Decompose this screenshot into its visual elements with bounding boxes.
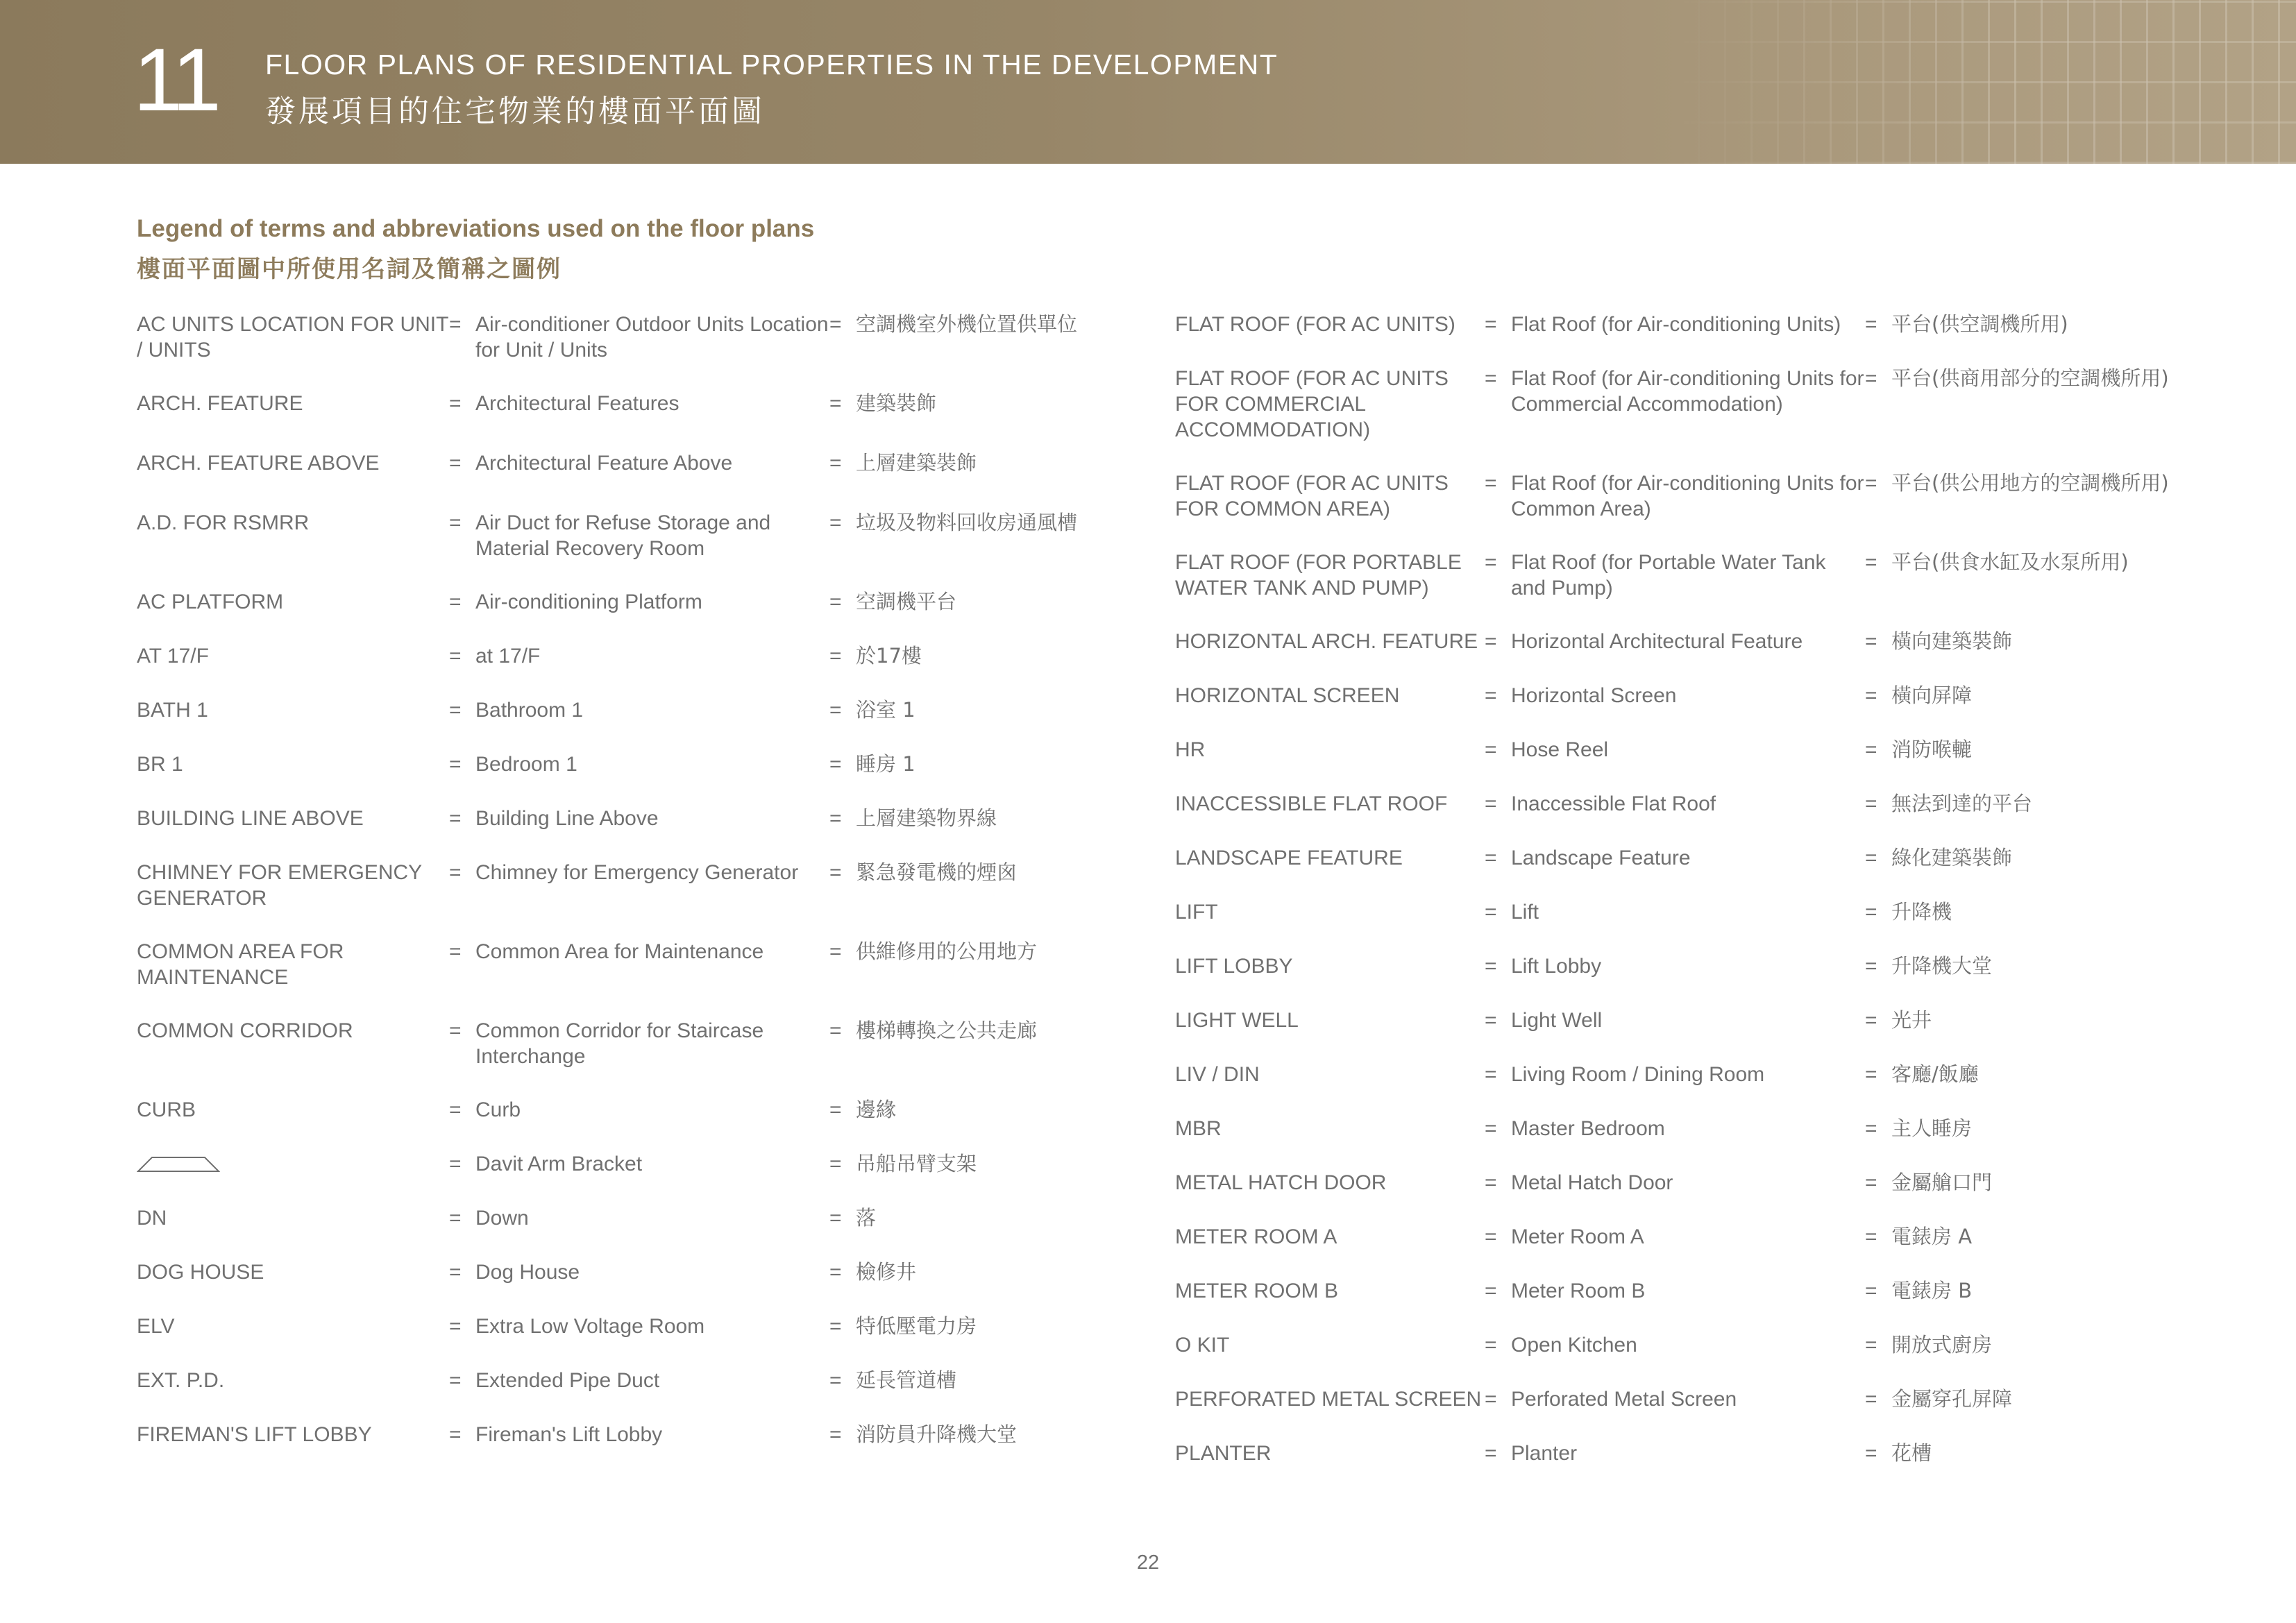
equals-sign: = bbox=[449, 392, 462, 415]
legend-row bbox=[137, 939, 1106, 990]
legend-meaning-zh: 睡房 1 bbox=[856, 752, 915, 776]
legend-term: METAL HATCH DOOR bbox=[1175, 1171, 1387, 1194]
legend-meaning-en: Meter Room B bbox=[1511, 1280, 1646, 1302]
equals-sign: = bbox=[449, 1098, 462, 1121]
legend-meaning-en: Planter bbox=[1511, 1442, 1578, 1465]
legend-term: ELV bbox=[137, 1315, 175, 1338]
davit-arm-bracket-icon bbox=[137, 1151, 449, 1177]
legend-row bbox=[1175, 791, 2183, 817]
legend-meaning-zh: 上層建築裝飾 bbox=[856, 451, 977, 475]
legend-meaning-en: Air-conditioner Outdoor Units Location for Unit / Units bbox=[475, 313, 829, 362]
legend-row bbox=[1175, 1116, 2183, 1141]
legend-meaning-zh: 落 bbox=[856, 1206, 877, 1230]
legend-meaning-en: Perforated Metal Screen bbox=[1511, 1388, 1737, 1411]
legend-row bbox=[1175, 1332, 2183, 1358]
equals-sign: = bbox=[1485, 738, 1497, 761]
equals-sign: = bbox=[449, 313, 462, 336]
equals-sign: = bbox=[1485, 1334, 1497, 1357]
legend-meaning-en: Dog House bbox=[475, 1261, 580, 1284]
legend-row bbox=[1175, 312, 2183, 337]
legend-meaning-en: Building Line Above bbox=[475, 807, 659, 830]
legend-row bbox=[1175, 1062, 2183, 1087]
legend-meaning-zh: 平台(供公用地方的空調機所用) bbox=[1891, 471, 2169, 495]
equals-sign: = bbox=[829, 452, 842, 475]
legend-meaning-en: Bathroom 1 bbox=[475, 699, 584, 722]
legend-row bbox=[137, 1259, 1106, 1285]
equals-sign: = bbox=[1485, 1225, 1497, 1248]
equals-sign: = bbox=[449, 807, 462, 830]
legend-term: BUILDING LINE ABOVE bbox=[137, 807, 364, 830]
legend-term: AC UNITS LOCATION FOR UNIT / UNITS bbox=[137, 313, 448, 362]
legend-meaning-en: Landscape Feature bbox=[1511, 847, 1691, 869]
legend-term: CHIMNEY FOR EMERGENCY GENERATOR bbox=[137, 861, 422, 910]
legend-row bbox=[1175, 1008, 2183, 1033]
legend-term: METER ROOM B bbox=[1175, 1280, 1339, 1302]
equals-sign: = bbox=[829, 753, 842, 776]
legend-row bbox=[1175, 1278, 2183, 1304]
legend-meaning-zh: 延長管道槽 bbox=[856, 1368, 957, 1392]
legend-meaning-zh: 樓梯轉換之公共走廊 bbox=[856, 1019, 1038, 1042]
equals-sign: = bbox=[829, 511, 842, 534]
equals-sign: = bbox=[449, 861, 462, 884]
equals-sign: = bbox=[1865, 1171, 1877, 1194]
legend-term: METER ROOM A bbox=[1175, 1225, 1337, 1248]
equals-sign: = bbox=[829, 861, 842, 884]
legend-meaning-zh: 空調機室外機位置供單位 bbox=[856, 312, 1078, 336]
legend-meaning-en: Air Duct for Refuse Storage and Material Recovery Room bbox=[475, 511, 771, 560]
equals-sign: = bbox=[449, 1423, 462, 1446]
legend-row bbox=[1175, 366, 2183, 443]
equals-sign: = bbox=[829, 1261, 842, 1284]
equals-sign: = bbox=[829, 1207, 842, 1230]
legend-meaning-zh: 特低壓電力房 bbox=[856, 1314, 977, 1338]
legend-meaning-zh: 客廳/飯廳 bbox=[1891, 1062, 1979, 1086]
legend-row bbox=[1175, 550, 2183, 601]
legend-meaning-zh: 開放式廚房 bbox=[1891, 1333, 1993, 1357]
legend-meaning-zh: 平台(供食水缸及水泵所用) bbox=[1891, 550, 2129, 574]
equals-sign: = bbox=[449, 1315, 462, 1338]
equals-sign: = bbox=[1485, 847, 1497, 869]
equals-sign: = bbox=[449, 753, 462, 776]
legend-term: ARCH. FEATURE ABOVE bbox=[137, 452, 380, 475]
equals-sign: = bbox=[1865, 630, 1877, 653]
legend-meaning-zh: 光井 bbox=[1891, 1008, 1932, 1032]
equals-sign: = bbox=[829, 590, 842, 613]
equals-sign: = bbox=[1865, 792, 1877, 815]
legend-row bbox=[137, 589, 1106, 615]
legend-term: HORIZONTAL ARCH. FEATURE bbox=[1175, 630, 1478, 653]
equals-sign: = bbox=[1865, 313, 1877, 336]
legend-meaning-zh: 於17樓 bbox=[856, 644, 922, 668]
legend-row bbox=[137, 312, 1106, 363]
legend-term: PLANTER bbox=[1175, 1442, 1272, 1465]
legend-meaning-en: Fireman's Lift Lobby bbox=[475, 1423, 663, 1446]
legend-row bbox=[137, 1018, 1106, 1069]
equals-sign: = bbox=[829, 1369, 842, 1392]
legend-term: EXT. P.D. bbox=[137, 1369, 225, 1392]
equals-sign: = bbox=[1485, 684, 1497, 707]
legend-row bbox=[1175, 1441, 2183, 1466]
legend-row bbox=[1175, 629, 2183, 654]
equals-sign: = bbox=[1865, 901, 1877, 924]
equals-sign: = bbox=[829, 645, 842, 668]
legend-row bbox=[137, 860, 1106, 911]
equals-sign: = bbox=[449, 1153, 462, 1175]
legend-meaning-zh: 升降機大堂 bbox=[1891, 954, 1993, 978]
equals-sign: = bbox=[1485, 551, 1497, 574]
legend-row bbox=[137, 1314, 1106, 1339]
legend-meaning-en: Metal Hatch Door bbox=[1511, 1171, 1673, 1194]
legend-row bbox=[1175, 737, 2183, 763]
legend-term: DN bbox=[137, 1207, 167, 1230]
equals-sign: = bbox=[1485, 1063, 1497, 1086]
legend-row bbox=[1175, 899, 2183, 925]
equals-sign: = bbox=[449, 452, 462, 475]
equals-sign: = bbox=[1865, 955, 1877, 978]
page-header-band bbox=[0, 0, 2296, 164]
legend-term: LANDSCAPE FEATURE bbox=[1175, 847, 1403, 869]
legend-meaning-zh: 主人睡房 bbox=[1891, 1116, 1973, 1140]
legend-meaning-en: Meter Room A bbox=[1511, 1225, 1644, 1248]
equals-sign: = bbox=[829, 1423, 842, 1446]
equals-sign: = bbox=[1485, 1117, 1497, 1140]
equals-sign: = bbox=[1485, 901, 1497, 924]
legend-meaning-en: Horizontal Screen bbox=[1511, 684, 1677, 707]
legend-meaning-en: Architectural Feature Above bbox=[475, 452, 733, 475]
legend-row bbox=[1175, 470, 2183, 522]
legend-term: LIV / DIN bbox=[1175, 1063, 1260, 1086]
legend-meaning-zh: 供維修用的公用地方 bbox=[856, 940, 1038, 963]
legend-term: MBR bbox=[1175, 1117, 1222, 1140]
legend-meaning-en: Davit Arm Bracket bbox=[475, 1153, 643, 1175]
legend-meaning-zh: 橫向建築裝飾 bbox=[1891, 629, 2013, 653]
equals-sign: = bbox=[1865, 1334, 1877, 1357]
legend-meaning-en: Flat Roof (for Air-conditioning Units for Commercial Accommodation) bbox=[1511, 367, 1864, 416]
legend-meaning-zh: 電錶房 B bbox=[1891, 1279, 1973, 1302]
legend-meaning-en: Extended Pipe Duct bbox=[475, 1369, 660, 1392]
legend-meaning-zh: 平台(供商用部分的空調機所用) bbox=[1891, 366, 2169, 390]
legend-term: A.D. FOR RSMRR bbox=[137, 511, 310, 534]
legend-row bbox=[137, 697, 1106, 723]
legend-term: PERFORATED METAL SCREEN bbox=[1175, 1388, 1482, 1411]
header-decorative-pattern bbox=[1671, 0, 2296, 164]
equals-sign: = bbox=[1485, 313, 1497, 336]
legend-meaning-en: Inaccessible Flat Roof bbox=[1511, 792, 1716, 815]
equals-sign: = bbox=[1865, 551, 1877, 574]
legend-term: FIREMAN'S LIFT LOBBY bbox=[137, 1423, 372, 1446]
legend-term: FLAT ROOF (FOR PORTABLE WATER TANK AND PUMP) bbox=[1175, 551, 1462, 600]
section-number: 11 bbox=[133, 31, 217, 130]
legend-meaning-zh: 消防員升降機大堂 bbox=[856, 1422, 1018, 1446]
legend-meaning-zh: 橫向屏障 bbox=[1891, 683, 1973, 707]
equals-sign: = bbox=[829, 1153, 842, 1175]
legend-meaning-zh: 邊緣 bbox=[856, 1098, 897, 1121]
equals-sign: = bbox=[829, 313, 842, 336]
equals-sign: = bbox=[449, 645, 462, 668]
legend-term: O KIT bbox=[1175, 1334, 1230, 1357]
equals-sign: = bbox=[1865, 1225, 1877, 1248]
legend-meaning-en: Horizontal Architectural Feature bbox=[1511, 630, 1803, 653]
equals-sign: = bbox=[1485, 472, 1497, 495]
equals-sign: = bbox=[1865, 738, 1877, 761]
legend-term: HR bbox=[1175, 738, 1206, 761]
legend-meaning-zh: 檢修井 bbox=[856, 1260, 917, 1284]
legend-row bbox=[137, 751, 1106, 777]
legend-row bbox=[1175, 953, 2183, 979]
legend-row bbox=[137, 1151, 1106, 1177]
legend-meaning-zh: 無法到達的平台 bbox=[1891, 792, 2033, 815]
equals-sign: = bbox=[1865, 1117, 1877, 1140]
legend-meaning-zh: 消防喉轆 bbox=[1891, 738, 1973, 761]
legend-row bbox=[1175, 1386, 2183, 1412]
legend-term: COMMON CORRIDOR bbox=[137, 1019, 353, 1042]
legend-term: LIFT LOBBY bbox=[1175, 955, 1293, 978]
equals-sign: = bbox=[1485, 367, 1497, 390]
legend-row bbox=[137, 806, 1106, 831]
legend-meaning-en: Chimney for Emergency Generator bbox=[475, 861, 799, 884]
legend-term: FLAT ROOF (FOR AC UNITS FOR COMMERCIAL ACCOMMODATION) bbox=[1175, 367, 1449, 441]
equals-sign: = bbox=[1485, 630, 1497, 653]
legend-row bbox=[137, 450, 1106, 476]
equals-sign: = bbox=[1485, 1171, 1497, 1194]
legend-meaning-zh: 浴室 1 bbox=[856, 698, 915, 722]
equals-sign: = bbox=[1485, 1442, 1497, 1465]
equals-sign: = bbox=[1865, 847, 1877, 869]
equals-sign: = bbox=[1865, 1442, 1877, 1465]
legend-term: BR 1 bbox=[137, 753, 183, 776]
legend-meaning-en: at 17/F bbox=[475, 645, 541, 668]
equals-sign: = bbox=[829, 940, 842, 963]
legend-meaning-zh: 空調機平台 bbox=[856, 590, 957, 613]
equals-sign: = bbox=[449, 1369, 462, 1392]
legend-row bbox=[1175, 1170, 2183, 1196]
equals-sign: = bbox=[1485, 1280, 1497, 1302]
legend-meaning-zh: 緊急發電機的煙囪 bbox=[856, 860, 1018, 884]
equals-sign: = bbox=[1485, 955, 1497, 978]
legend-meaning-zh: 金屬艙口門 bbox=[1891, 1171, 1993, 1194]
legend-title-zh: 樓面平面圖中所使用名詞及簡稱之圖例 bbox=[137, 255, 562, 283]
equals-sign: = bbox=[829, 1019, 842, 1042]
legend-term: CURB bbox=[137, 1098, 196, 1121]
legend-meaning-zh: 升降機 bbox=[1891, 900, 1952, 924]
section-title-zh: 發展項目的住宅物業的樓面平面圖 bbox=[265, 94, 765, 129]
legend-row bbox=[137, 1097, 1106, 1123]
legend-term: AT 17/F bbox=[137, 645, 209, 668]
legend-meaning-zh: 綠化建築裝飾 bbox=[1891, 846, 2013, 869]
legend-row bbox=[137, 510, 1106, 561]
legend-meaning-en: Curb bbox=[475, 1098, 521, 1121]
equals-sign: = bbox=[1865, 367, 1877, 390]
legend-meaning-en: Hose Reel bbox=[1511, 738, 1609, 761]
legend-meaning-en: Extra Low Voltage Room bbox=[475, 1315, 705, 1338]
equals-sign: = bbox=[1485, 792, 1497, 815]
equals-sign: = bbox=[829, 1315, 842, 1338]
legend-meaning-zh: 垃圾及物料回收房通風槽 bbox=[856, 511, 1078, 534]
legend-row bbox=[1175, 1224, 2183, 1250]
legend-meaning-en: Bedroom 1 bbox=[475, 753, 577, 776]
section-title-en: FLOOR PLANS OF RESIDENTIAL PROPERTIES IN THE DEVELOPMENT bbox=[265, 49, 1278, 80]
legend-meaning-zh: 平台(供空調機所用) bbox=[1891, 312, 2068, 336]
equals-sign: = bbox=[449, 699, 462, 722]
equals-sign: = bbox=[449, 511, 462, 534]
legend-meaning-zh: 上層建築物界線 bbox=[856, 806, 997, 830]
legend-row bbox=[137, 1368, 1106, 1393]
legend-meaning-en: Light Well bbox=[1511, 1009, 1603, 1032]
equals-sign: = bbox=[449, 1207, 462, 1230]
legend-meaning-en: Flat Roof (for Air-conditioning Units) bbox=[1511, 313, 1841, 336]
legend-row bbox=[137, 643, 1106, 669]
equals-sign: = bbox=[1865, 472, 1877, 495]
legend-meaning-en: Flat Roof (for Portable Water Tank and Pump) bbox=[1511, 551, 1826, 600]
equals-sign: = bbox=[829, 392, 842, 415]
equals-sign: = bbox=[829, 807, 842, 830]
equals-sign: = bbox=[829, 1098, 842, 1121]
legend-meaning-en: Lift bbox=[1511, 901, 1539, 924]
equals-sign: = bbox=[1865, 1280, 1877, 1302]
equals-sign: = bbox=[449, 1261, 462, 1284]
equals-sign: = bbox=[1485, 1009, 1497, 1032]
legend-meaning-en: Master Bedroom bbox=[1511, 1117, 1665, 1140]
legend-row bbox=[137, 1422, 1106, 1447]
legend-term: AC PLATFORM bbox=[137, 590, 284, 613]
legend-row bbox=[137, 1205, 1106, 1231]
legend-meaning-zh: 電錶房 A bbox=[1891, 1225, 1973, 1248]
equals-sign: = bbox=[1865, 1063, 1877, 1086]
equals-sign: = bbox=[1865, 1388, 1877, 1411]
legend-meaning-en: Common Area for Maintenance bbox=[475, 940, 764, 963]
legend-row bbox=[1175, 845, 2183, 871]
legend-term: FLAT ROOF (FOR AC UNITS) bbox=[1175, 313, 1455, 336]
legend-term: FLAT ROOF (FOR AC UNITS FOR COMMON AREA) bbox=[1175, 472, 1449, 520]
legend-meaning-en: Common Corridor for Staircase Interchange bbox=[475, 1019, 764, 1068]
davit-arm-bracket-icon bbox=[137, 1155, 220, 1173]
legend-meaning-en: Architectural Features bbox=[475, 392, 679, 415]
legend-term: INACCESSIBLE FLAT ROOF bbox=[1175, 792, 1448, 815]
legend-meaning-zh: 花槽 bbox=[1891, 1441, 1932, 1465]
equals-sign: = bbox=[1865, 1009, 1877, 1032]
equals-sign: = bbox=[829, 699, 842, 722]
equals-sign: = bbox=[449, 1019, 462, 1042]
legend-term: LIFT bbox=[1175, 901, 1218, 924]
legend-meaning-en: Flat Roof (for Air-conditioning Units for Common Area) bbox=[1511, 472, 1864, 520]
legend-row bbox=[1175, 683, 2183, 708]
legend-meaning-zh: 建築裝飾 bbox=[856, 391, 937, 415]
legend-term: HORIZONTAL SCREEN bbox=[1175, 684, 1400, 707]
legend-meaning-en: Lift Lobby bbox=[1511, 955, 1602, 978]
legend-meaning-en: Down bbox=[475, 1207, 529, 1230]
page-number: 22 bbox=[1136, 1552, 1160, 1574]
equals-sign: = bbox=[449, 940, 462, 963]
legend-term: ARCH. FEATURE bbox=[137, 392, 303, 415]
equals-sign: = bbox=[449, 590, 462, 613]
legend-title-en: Legend of terms and abbreviations used on the floor plans bbox=[137, 215, 815, 242]
legend-meaning-zh: 金屬穿孔屏障 bbox=[1891, 1387, 2013, 1411]
legend-meaning-zh: 吊船吊臂支架 bbox=[856, 1152, 977, 1175]
legend-row bbox=[137, 391, 1106, 416]
legend-term: BATH 1 bbox=[137, 699, 208, 722]
legend-term: COMMON AREA FOR MAINTENANCE bbox=[137, 940, 344, 989]
legend-term: DOG HOUSE bbox=[137, 1261, 264, 1284]
equals-sign: = bbox=[1485, 1388, 1497, 1411]
legend-meaning-en: Open Kitchen bbox=[1511, 1334, 1637, 1357]
legend-meaning-en: Air-conditioning Platform bbox=[475, 590, 702, 613]
legend-meaning-en: Living Room / Dining Room bbox=[1511, 1063, 1765, 1086]
legend-term: LIGHT WELL bbox=[1175, 1009, 1299, 1032]
equals-sign: = bbox=[1865, 684, 1877, 707]
